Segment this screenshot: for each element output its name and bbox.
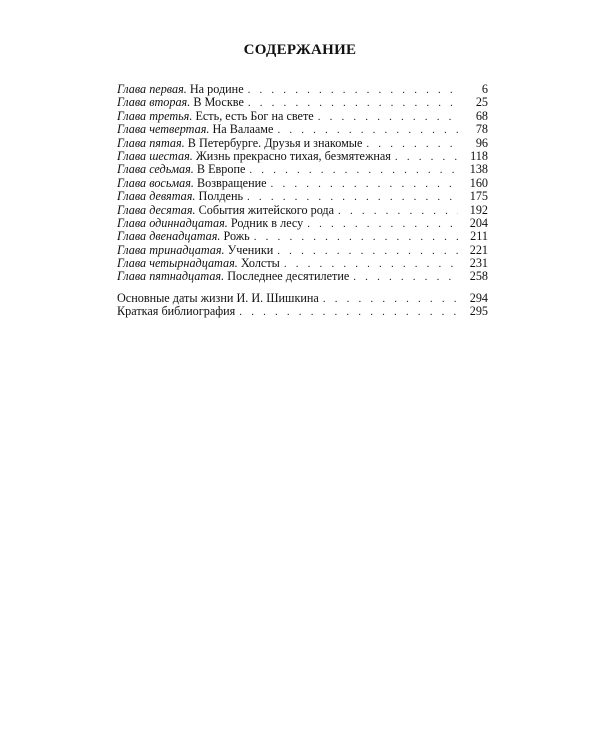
entry-label bbox=[117, 137, 366, 150]
entry-title: Основные даты жизни И. И. Шишкина bbox=[117, 292, 319, 305]
page-number: 192 bbox=[469, 203, 488, 217]
chapter-number: Глава восьмая. bbox=[117, 176, 194, 190]
page-number: 295 bbox=[469, 305, 488, 319]
entry-label bbox=[117, 204, 338, 217]
back-matter-list bbox=[117, 292, 488, 319]
chapter-title: Жизнь прекрасно тихая, безмятежная bbox=[195, 149, 391, 163]
toc-heading: СОДЕРЖАНИЕ bbox=[243, 42, 357, 58]
chapter-number: Глава четвертая. bbox=[117, 123, 210, 137]
entry-label bbox=[117, 270, 353, 283]
chapter-number: Глава десятая. bbox=[117, 203, 196, 217]
chapter-list bbox=[117, 83, 488, 284]
toc-entry bbox=[117, 96, 488, 109]
page-number: 211 bbox=[470, 230, 488, 244]
toc-entry bbox=[117, 257, 488, 270]
chapter-title: В Петербурге. Друзья и знакомые bbox=[187, 136, 363, 150]
dot-leader bbox=[318, 111, 458, 123]
toc-entry bbox=[117, 230, 488, 243]
entry-label bbox=[117, 110, 318, 123]
entry-label bbox=[117, 150, 395, 163]
entry-title: Краткая библиография bbox=[117, 305, 236, 319]
dot-leader bbox=[277, 245, 458, 257]
entry-label bbox=[117, 257, 284, 270]
dot-leader bbox=[254, 231, 458, 243]
dot-leader bbox=[248, 97, 458, 109]
toc-entry bbox=[117, 244, 488, 257]
chapter-title: События житейского рода bbox=[198, 203, 335, 217]
chapter-number: Глава тринадцатая. bbox=[117, 243, 225, 257]
dot-leader bbox=[277, 124, 458, 136]
chapter-title: Рожь bbox=[223, 230, 250, 244]
chapter-title: Возвращение bbox=[197, 176, 267, 190]
toc-entry bbox=[117, 190, 488, 203]
page-number: 231 bbox=[469, 257, 488, 271]
toc-entry bbox=[117, 137, 488, 150]
chapter-number: Глава пятнадцатая. bbox=[117, 270, 225, 284]
toc-entry bbox=[117, 83, 488, 96]
entry-label bbox=[117, 177, 271, 190]
chapter-number: Глава девятая. bbox=[117, 190, 196, 204]
entry-label bbox=[117, 190, 247, 203]
chapter-title: Есть, есть Бог на свете bbox=[195, 109, 314, 123]
toc-entry bbox=[117, 123, 488, 136]
entry-label bbox=[117, 96, 248, 109]
chapter-title: На родине bbox=[189, 83, 244, 96]
entry-label bbox=[117, 123, 277, 136]
toc-entry bbox=[117, 163, 488, 176]
entry-label bbox=[117, 230, 254, 243]
toc-entry bbox=[117, 292, 488, 305]
page-number: 138 bbox=[469, 163, 488, 177]
chapter-number: Глава пятая. bbox=[117, 136, 185, 150]
page-number: 78 bbox=[475, 123, 488, 137]
chapter-number: Глава седьмая. bbox=[117, 163, 194, 177]
chapter-number: Глава третья. bbox=[117, 109, 193, 123]
chapter-title: Последнее десятилетие bbox=[227, 270, 350, 284]
chapter-number: Глава двенадцатая. bbox=[117, 230, 221, 244]
chapter-number: Глава вторая. bbox=[117, 96, 191, 110]
page-number: 68 bbox=[475, 109, 488, 123]
dot-leader bbox=[247, 191, 458, 203]
page-number: 160 bbox=[469, 176, 488, 190]
dot-leader bbox=[239, 306, 458, 318]
dot-leader bbox=[307, 218, 458, 230]
toc-entry bbox=[117, 270, 488, 283]
page-number: 204 bbox=[469, 216, 488, 230]
chapter-number: Глава первая. bbox=[117, 83, 187, 96]
page-number: 221 bbox=[469, 243, 488, 257]
page-number: 294 bbox=[469, 292, 488, 305]
page-number: 25 bbox=[475, 96, 488, 110]
toc-entry bbox=[117, 305, 488, 318]
dot-leader bbox=[395, 151, 458, 163]
entry-label bbox=[117, 163, 249, 176]
chapter-number: Глава шестая. bbox=[117, 149, 193, 163]
toc-entry bbox=[117, 204, 488, 217]
toc-entry bbox=[117, 177, 488, 190]
dot-leader bbox=[249, 164, 458, 176]
chapter-title: В Европе bbox=[196, 163, 246, 177]
dot-leader bbox=[284, 258, 458, 270]
page-number: 258 bbox=[469, 270, 488, 284]
page-number: 118 bbox=[470, 149, 488, 163]
entry-label bbox=[117, 217, 307, 230]
toc-entry bbox=[117, 150, 488, 163]
chapter-title: Родник в лесу bbox=[230, 216, 304, 230]
page-number: 6 bbox=[481, 83, 488, 96]
toc-entry bbox=[117, 110, 488, 123]
chapter-title: Полдень bbox=[198, 190, 244, 204]
chapter-title: На Валааме bbox=[212, 123, 274, 137]
dot-leader bbox=[248, 84, 458, 96]
toc-entry bbox=[117, 217, 488, 230]
chapter-title: Ученики bbox=[227, 243, 274, 257]
entry-label bbox=[117, 244, 277, 257]
entry-label bbox=[117, 83, 248, 96]
dot-leader bbox=[353, 271, 458, 283]
chapter-title: В Москве bbox=[193, 96, 244, 110]
dot-leader bbox=[271, 178, 458, 190]
dot-leader bbox=[323, 293, 458, 305]
dot-leader bbox=[338, 205, 458, 217]
chapter-title: Холсты bbox=[240, 257, 280, 271]
page-number: 96 bbox=[475, 136, 488, 150]
chapter-number: Глава одиннадцатая. bbox=[117, 216, 228, 230]
chapter-number: Глава четырнадцатая. bbox=[117, 257, 238, 271]
dot-leader bbox=[366, 138, 458, 150]
page-number: 175 bbox=[469, 190, 488, 204]
